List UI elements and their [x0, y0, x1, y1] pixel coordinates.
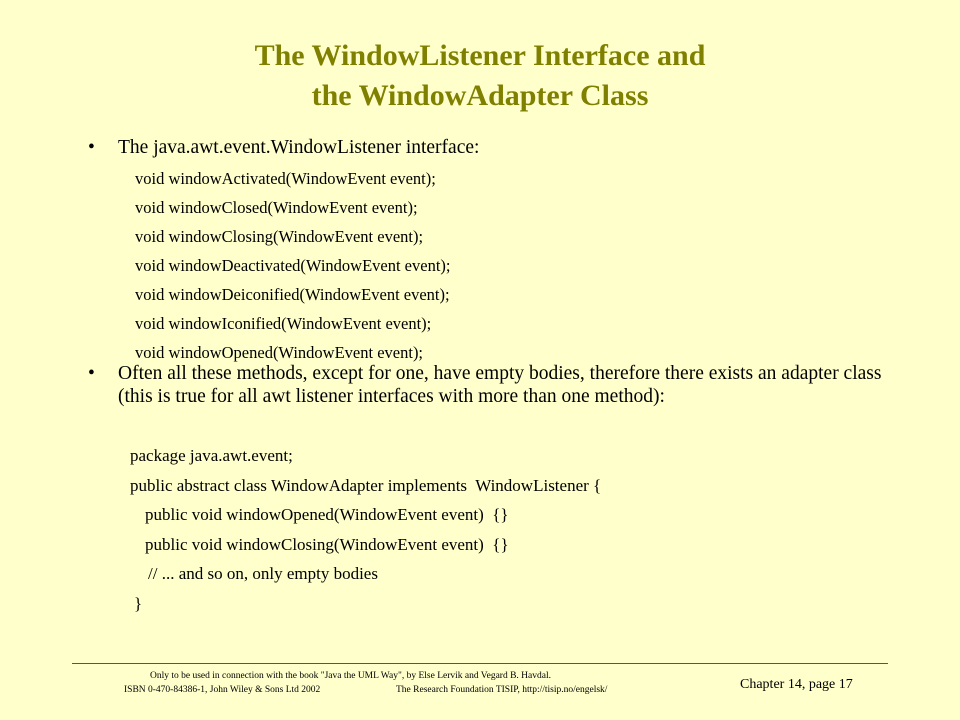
slide-title [0, 36, 960, 116]
footer-copyright: Only to be used in connection with the book "Java the UML Way", by Else Lervik and Vegard B. Havdal. [150, 671, 551, 681]
code-line: } [134, 593, 143, 613]
page-number: Chapter 14, page 17 [740, 677, 853, 692]
footer-isbn: ISBN 0-470-84386-1, John Wiley & Sons Ltd 2002 [124, 685, 321, 695]
bullet-dot: • [88, 363, 95, 384]
footer-divider [72, 663, 888, 664]
adapter-code-block [130, 441, 601, 618]
method-line: void windowClosing(WindowEvent event); [135, 227, 424, 246]
bullet-text: Often all these methods, except for one, have empty bodies, therefore there exists an adapter class (this is true for all awt listener interfaces with more than one method): [118, 363, 882, 407]
code-comment-line: // ... and so on, only empty bodies [148, 564, 378, 583]
method-line: void windowActivated(WindowEvent event); [135, 169, 436, 188]
title-line-1: The WindowListener Interface and [254, 39, 706, 72]
interface-methods-block [135, 164, 451, 367]
bullet-dot: • [88, 137, 95, 158]
method-line: void windowClosed(WindowEvent event); [135, 198, 418, 217]
bullet-text: The java.awt.event.WindowListener interface: [118, 137, 480, 158]
code-line: public void windowClosing(WindowEvent event) {} [145, 534, 509, 554]
footer-tisip: The Research Foundation TISIP, http://tisip.no/engelsk/ [396, 685, 608, 695]
code-line: public abstract class WindowAdapter implements WindowListener { [130, 475, 602, 495]
method-line: void windowDeiconified(WindowEvent event); [135, 285, 450, 304]
code-line: public void windowOpened(WindowEvent event) {} [145, 505, 509, 524]
code-line: package java.awt.event; [130, 446, 293, 465]
title-line-2: the WindowAdapter Class [311, 79, 649, 112]
method-line: void windowDeactivated(WindowEvent event); [135, 256, 451, 275]
method-line: void windowOpened(WindowEvent event); [135, 343, 424, 362]
method-line: void windowIconified(WindowEvent event); [135, 314, 432, 333]
